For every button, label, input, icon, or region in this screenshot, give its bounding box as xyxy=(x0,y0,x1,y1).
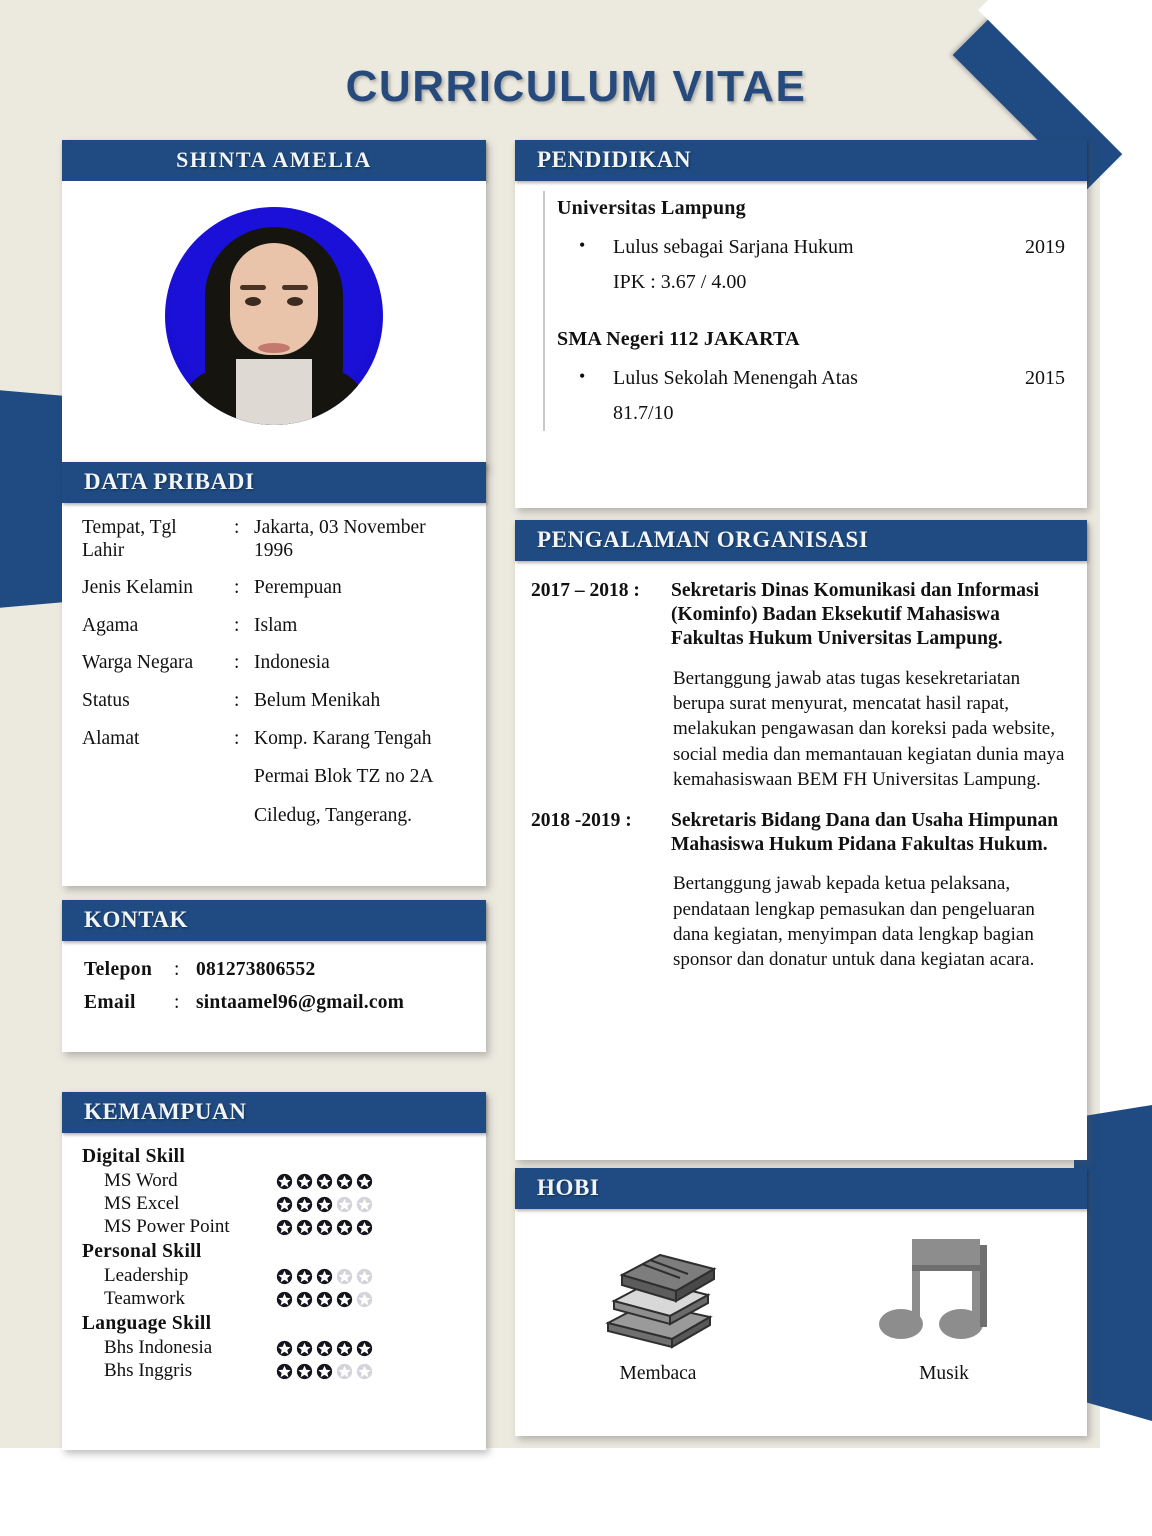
organization-detail-column xyxy=(671,809,1069,973)
rating-star-filled-icon xyxy=(356,1219,373,1236)
contact-card xyxy=(62,900,486,1052)
organization-role: Sekretaris Dinas Komunikasi dan Informasi (Kominfo) Badan Eksekutif Mahasiswa Fakultas Hukum Universitas Lampung. xyxy=(671,580,1040,650)
page-title: CURRICULUM VITAE xyxy=(345,62,807,111)
eyebrow-right xyxy=(240,285,266,290)
data-label: Agama xyxy=(82,614,139,636)
rating-star-filled-icon xyxy=(276,1268,293,1285)
education-year: 2015 xyxy=(1025,367,1065,389)
data-label: Status xyxy=(82,690,130,712)
rating-star-filled-icon xyxy=(316,1363,333,1380)
rating-star-empty-icon xyxy=(336,1363,353,1380)
contact-row-phone xyxy=(84,959,470,981)
organization-body xyxy=(515,561,1087,999)
data-value: Indonesia xyxy=(254,652,330,674)
rating-star-filled-icon xyxy=(316,1196,333,1213)
data-separator: : xyxy=(234,614,240,636)
organization-years: 2018 -2019 : xyxy=(531,809,632,831)
eye-left xyxy=(287,297,303,306)
rating-star-empty-icon xyxy=(336,1268,353,1285)
education-entry-highschool xyxy=(545,328,1065,425)
data-row-religion xyxy=(82,615,470,638)
data-value: Belum Menikah xyxy=(254,690,381,712)
hobby-heading: HOBI xyxy=(515,1168,1087,1209)
rating-star-filled-icon xyxy=(316,1268,333,1285)
rating-star-empty-icon xyxy=(356,1196,373,1213)
contact-separator: : xyxy=(174,992,180,1013)
data-label: Jenis Kelamin xyxy=(82,577,194,599)
skill-name: Teamwork xyxy=(104,1288,185,1309)
data-value: Jakarta, 03 November 1996 xyxy=(254,517,426,561)
face-shape xyxy=(230,243,318,355)
data-separator: : xyxy=(234,517,240,538)
data-row-birth xyxy=(82,517,470,562)
rating-star-filled-icon xyxy=(356,1173,373,1190)
skills-body xyxy=(62,1133,486,1389)
avatar xyxy=(165,207,383,425)
organization-detail-column xyxy=(671,579,1069,793)
education-heading: PENDIDIKAN xyxy=(515,140,1087,181)
hobby-label: Musik xyxy=(919,1363,969,1384)
decorative-shape-left xyxy=(0,385,70,613)
rating-star-filled-icon xyxy=(296,1363,313,1380)
rating-star-filled-icon xyxy=(276,1291,293,1308)
rating-star-filled-icon xyxy=(316,1219,333,1236)
education-achievement: Lulus sebagai Sarjana Hukum xyxy=(613,236,854,258)
contact-phone-value[interactable]: 081273806552 xyxy=(196,959,316,980)
skill-name: Leadership xyxy=(104,1265,189,1286)
rating-star-empty-icon xyxy=(356,1291,373,1308)
personal-data-body xyxy=(62,503,486,852)
education-year: 2019 xyxy=(1025,236,1065,258)
profile-photo-wrap xyxy=(62,181,486,451)
skill-row xyxy=(104,1288,470,1310)
education-school-name: SMA Negeri 112 JAKARTA xyxy=(557,328,800,350)
rating-star-filled-icon xyxy=(276,1340,293,1357)
education-timeline-rule xyxy=(543,191,545,431)
mouth xyxy=(258,343,290,353)
rating-star-filled-icon xyxy=(296,1340,313,1357)
skill-row xyxy=(104,1337,470,1359)
skills-heading: KEMAMPUAN xyxy=(62,1092,486,1133)
skills-card xyxy=(62,1092,486,1450)
data-separator: : xyxy=(234,577,240,599)
education-spacer xyxy=(545,294,1065,328)
data-label: Tempat, Tgl Lahir xyxy=(82,517,177,561)
education-achievement-row xyxy=(579,367,1065,390)
data-value: Perempuan xyxy=(254,577,342,599)
data-separator: : xyxy=(234,690,240,712)
hobby-item-music xyxy=(801,1225,1087,1385)
skill-name: MS Word xyxy=(104,1170,178,1191)
rating-star-empty-icon xyxy=(356,1363,373,1380)
rating-star-filled-icon xyxy=(336,1291,353,1308)
organization-description: Bertanggung jawab atas tugas kesekretariatan berupa surat menyurat, mencatat hasil rapat, melakukan pengawasan dan koreksi pada website, social media dan memantauan kegiatan dunia maya kemahasiswaan BEM FH Universitas Lampung. xyxy=(673,667,1065,791)
data-separator: : xyxy=(234,652,240,674)
rating-star-filled-icon xyxy=(296,1173,313,1190)
contact-email-value[interactable]: sintaamel96@gmail.com xyxy=(196,992,405,1013)
contact-row-email xyxy=(84,992,470,1014)
skill-row xyxy=(104,1360,470,1382)
education-achievement: Lulus Sekolah Menengah Atas xyxy=(613,367,858,389)
skill-group-heading: Language Skill xyxy=(82,1313,212,1334)
data-row-gender xyxy=(82,577,470,600)
rating-star-filled-icon xyxy=(336,1173,353,1190)
contact-label: Email xyxy=(84,992,136,1013)
hobby-card xyxy=(515,1168,1087,1436)
rating-star-filled-icon xyxy=(336,1219,353,1236)
data-value: Islam xyxy=(254,614,298,636)
education-detail: IPK : 3.67 / 4.00 xyxy=(613,271,747,293)
personal-data-card xyxy=(62,462,486,886)
skill-rating xyxy=(276,1196,373,1213)
skill-rating xyxy=(276,1219,373,1236)
skill-group-heading: Digital Skill xyxy=(82,1146,186,1167)
collar-shape xyxy=(236,359,312,425)
organization-years: 2017 – 2018 : xyxy=(531,580,640,601)
rating-star-filled-icon xyxy=(296,1291,313,1308)
rating-star-filled-icon xyxy=(296,1196,313,1213)
eye-right xyxy=(245,297,261,306)
skill-name: MS Power Point xyxy=(104,1216,230,1237)
contact-body xyxy=(62,941,486,1035)
rating-star-empty-icon xyxy=(356,1268,373,1285)
hobby-body xyxy=(515,1209,1087,1385)
skill-row xyxy=(104,1170,470,1192)
rating-star-empty-icon xyxy=(336,1196,353,1213)
eyebrow-left xyxy=(282,285,308,290)
rating-star-filled-icon xyxy=(316,1173,333,1190)
education-detail: 81.7/10 xyxy=(613,402,674,424)
skill-name: Bhs Indonesia xyxy=(104,1337,213,1358)
data-value: Komp. Karang Tengah Permai Blok TZ no 2A Ciledug, Tangerang. xyxy=(254,727,434,826)
rating-star-filled-icon xyxy=(276,1196,293,1213)
skill-rating xyxy=(276,1268,373,1285)
rating-star-filled-icon xyxy=(296,1268,313,1285)
books-stack-icon xyxy=(590,1225,726,1357)
skill-rating xyxy=(276,1291,373,1308)
organization-description: Bertanggung jawab kepada ketua pelaksana, pendataan lengkap pemasukan dan pengeluaran dana kegiatan, menyimpan data lengkap bagian sponsor dan donatur untuk dana kegiatan acara. xyxy=(673,873,1035,971)
rating-star-filled-icon xyxy=(316,1340,333,1357)
data-separator: : xyxy=(234,727,240,749)
skill-name: Bhs Inggris xyxy=(104,1360,193,1381)
data-row-nationality xyxy=(82,652,470,675)
contact-heading: KONTAK xyxy=(62,900,486,941)
bullet-icon: • xyxy=(579,235,586,255)
personal-data-heading: DATA PRIBADI xyxy=(62,462,486,503)
data-row-address xyxy=(82,728,470,828)
education-achievement-row xyxy=(579,236,1065,259)
organization-entry xyxy=(531,579,1069,793)
education-school-name: Universitas Lampung xyxy=(557,197,746,219)
skill-rating xyxy=(276,1363,373,1380)
organization-role: Sekretaris Bidang Dana dan Usaha Himpunan Mahasiswa Hukum Pidana Fakultas Hukum. xyxy=(671,809,1059,855)
rating-star-filled-icon xyxy=(316,1291,333,1308)
hobby-item-reading xyxy=(515,1225,801,1385)
contact-separator: : xyxy=(174,959,180,980)
organization-heading: PENGALAMAN ORGANISASI xyxy=(515,520,1087,561)
organization-experience-card xyxy=(515,520,1087,1160)
education-body xyxy=(515,181,1087,435)
organization-entry xyxy=(531,809,1069,973)
skill-rating xyxy=(276,1173,373,1190)
bullet-icon: • xyxy=(579,366,586,386)
rating-star-filled-icon xyxy=(356,1340,373,1357)
profile-name: SHINTA AMELIA xyxy=(62,140,486,181)
skill-rating xyxy=(276,1340,373,1357)
data-label: Alamat xyxy=(82,727,140,749)
skill-row xyxy=(104,1216,470,1238)
data-label: Warga Negara xyxy=(82,652,194,674)
skill-group-heading: Personal Skill xyxy=(82,1241,202,1262)
data-row-status xyxy=(82,690,470,713)
rating-star-filled-icon xyxy=(336,1340,353,1357)
music-note-icon xyxy=(876,1225,1012,1357)
contact-label: Telepon xyxy=(84,959,153,980)
education-card xyxy=(515,140,1087,508)
skill-name: MS Excel xyxy=(104,1193,180,1214)
education-entry-university xyxy=(545,197,1065,294)
skill-row xyxy=(104,1265,470,1287)
skill-row xyxy=(104,1193,470,1215)
rating-star-filled-icon xyxy=(276,1173,293,1190)
profile-card xyxy=(62,140,486,468)
rating-star-filled-icon xyxy=(276,1219,293,1236)
rating-star-filled-icon xyxy=(276,1363,293,1380)
hobby-label: Membaca xyxy=(619,1363,697,1384)
rating-star-filled-icon xyxy=(296,1219,313,1236)
